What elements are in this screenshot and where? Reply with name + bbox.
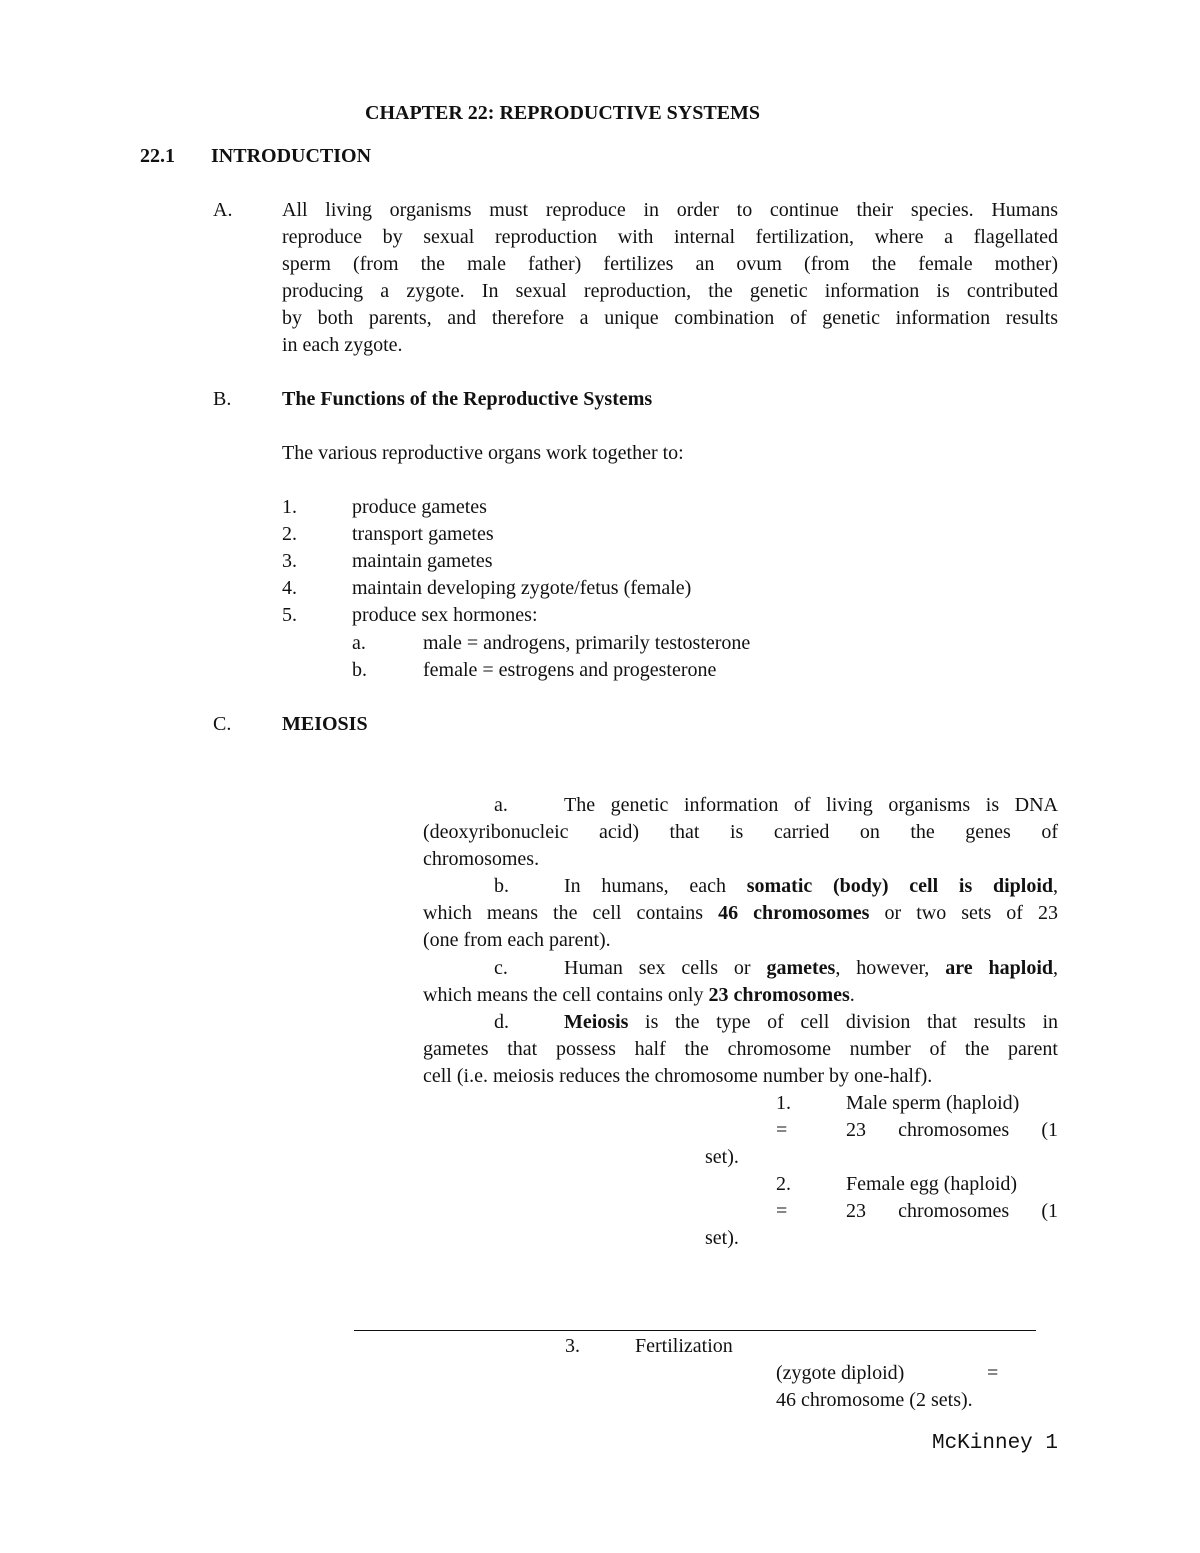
meiosis-item-b-text-2: [423, 900, 1058, 927]
meiosis-item-b-pre: In humans, each: [564, 875, 747, 897]
hormone-subitem: male = androgens, primarily testosterone: [423, 632, 751, 654]
meiosis-item-c-line2-post: .: [849, 984, 855, 1006]
chromosome-sub-1-number: 1.: [776, 1092, 791, 1114]
function-item: produce gametes: [352, 496, 487, 518]
chromosome-sub-3-line-3: 46 chromosome (2 sets).: [776, 1389, 973, 1411]
part-a-line-6: in each zygote.: [282, 334, 403, 356]
hormone-subitem-letter: a.: [352, 632, 366, 654]
meiosis-item-d-text-1: [564, 1009, 1058, 1036]
chromosome-sub-2-equals: =: [776, 1200, 788, 1222]
part-b-intro: The various reproductive organs work together to:: [282, 442, 684, 464]
meiosis-item-c-text-1: [564, 955, 1058, 982]
meiosis-item-b-line-1: [564, 873, 1058, 900]
function-item: maintain developing zygote/fetus (female): [352, 577, 692, 599]
meiosis-item-d-letter: d.: [494, 1011, 509, 1033]
meiosis-item-d-bold: Meiosis: [564, 1011, 629, 1033]
chromosome-sub-1-text-2: 23 chromosomes (1: [846, 1119, 1058, 1141]
meiosis-item-b-bold-2: 46 chromosomes: [718, 902, 870, 924]
chromosome-sub-2-line-3: set).: [705, 1227, 739, 1249]
meiosis-item-c-post: ,: [1053, 957, 1058, 979]
chromosome-sub-3-label: Fertilization: [635, 1335, 733, 1357]
part-a-line-1: All living organisms must reproduce in order to continue their species. Humans: [282, 199, 1058, 221]
meiosis-item-c-line2-pre: which means the cell contains only: [423, 984, 709, 1006]
meiosis-item-d-line-1: [564, 1009, 1058, 1036]
meiosis-item-c-mid: , however,: [835, 957, 946, 979]
meiosis-item-c-bold-2: are haploid: [945, 957, 1053, 979]
function-item: transport gametes: [352, 523, 494, 545]
meiosis-item-b-letter: b.: [494, 875, 509, 897]
meiosis-item-c-line-1: [564, 955, 1058, 982]
meiosis-item-b-text-1: [564, 873, 1058, 900]
function-item: maintain gametes: [352, 550, 493, 572]
meiosis-item-b-line2-pre: which means the cell contains: [423, 902, 719, 924]
meiosis-item-b-post-1: ,: [1053, 875, 1058, 897]
section-number: 22.1: [140, 145, 175, 167]
chromosome-sub-2-number: 2.: [776, 1173, 791, 1195]
meiosis-item-d-post: is the type of cell division that results in: [628, 1011, 1058, 1033]
chromosome-sub-3-equals: =: [987, 1362, 999, 1384]
chromosome-sub-2-line-1: Female egg (haploid): [846, 1173, 1018, 1195]
part-a-marker: A.: [213, 199, 233, 221]
chromosome-sub-1-line-3: set).: [705, 1146, 739, 1168]
meiosis-item-b-line-3: (one from each parent).: [423, 929, 611, 951]
chromosome-sub-1-line-1: Male sperm (haploid): [846, 1092, 1020, 1114]
hormone-subitem: female = estrogens and progesterone: [423, 659, 717, 681]
meiosis-item-b-line2-post: or two sets of 23: [869, 902, 1059, 924]
meiosis-item-c-bold-1: gametes: [766, 957, 836, 979]
meiosis-item-a-text-1: The genetic information of living organisms is DNA: [564, 794, 1058, 816]
meiosis-item-d-line-3: cell (i.e. meiosis reduces the chromosome number by one-half).: [423, 1065, 933, 1087]
chromosome-sub-1-line-2: [846, 1117, 1058, 1144]
meiosis-item-a-line-1: [564, 792, 1058, 819]
meiosis-item-b-bold-1: somatic (body) cell is diploid: [746, 875, 1053, 897]
part-a-line-3: sperm (from the male father) fertilizes an ovum (from the female mother): [282, 253, 1058, 275]
meiosis-item-d-text-2: gametes that possess half the chromosome number of the parent: [423, 1038, 1058, 1060]
meiosis-item-c-bold-3: 23 chromosomes: [708, 984, 850, 1006]
meiosis-item-d-line-2: [423, 1036, 1058, 1063]
part-b-heading: The Functions of the Reproductive Systems: [282, 388, 653, 410]
section-title: INTRODUCTION: [211, 145, 372, 167]
function-item-number: 1.: [282, 496, 297, 518]
function-item: produce sex hormones:: [352, 604, 538, 626]
part-a-paragraph: [282, 197, 1058, 359]
chapter-title: CHAPTER 22: REPRODUCTIVE SYSTEMS: [365, 102, 761, 124]
function-item-number: 4.: [282, 577, 297, 599]
chromosome-sub-2-line-2: [846, 1198, 1058, 1225]
part-c-marker: C.: [213, 713, 232, 735]
function-item-number: 3.: [282, 550, 297, 572]
chromosome-sub-2-text-2: 23 chromosomes (1: [846, 1200, 1058, 1222]
meiosis-item-c-line-2: [423, 982, 855, 1009]
meiosis-item-a-line-3: chromosomes.: [423, 848, 540, 870]
function-item-number: 5.: [282, 604, 297, 626]
part-a-line-2: reproduce by sexual reproduction with internal fertilization, where a flagellated: [282, 226, 1058, 248]
meiosis-item-b-line-2: [423, 900, 1058, 927]
chromosome-sub-3-line-2: (zygote diploid): [776, 1362, 905, 1384]
meiosis-item-c-pre: Human sex cells or: [564, 957, 767, 979]
hormone-subitem-letter: b.: [352, 659, 367, 681]
chromosome-sub-1-equals: =: [776, 1119, 788, 1141]
meiosis-item-a-text-2: (deoxyribonucleic acid) that is carried on the genes of: [423, 821, 1058, 843]
meiosis-item-a-line-2: [423, 819, 1058, 846]
part-a-line-4: producing a zygote. In sexual reproduction, the genetic information is contributed: [282, 280, 1058, 302]
meiosis-item-a-letter: a.: [494, 794, 508, 816]
chromosome-sub-3-number: 3.: [565, 1335, 580, 1357]
function-item-number: 2.: [282, 523, 297, 545]
divider-line: [354, 1330, 1036, 1331]
meiosis-item-c-letter: c.: [494, 957, 508, 979]
part-c-heading: MEIOSIS: [282, 713, 368, 735]
part-b-marker: B.: [213, 388, 232, 410]
part-a-line-5: by both parents, and therefore a unique combination of genetic information results: [282, 307, 1058, 329]
page-footer: McKinney 1: [931, 1432, 1058, 1455]
